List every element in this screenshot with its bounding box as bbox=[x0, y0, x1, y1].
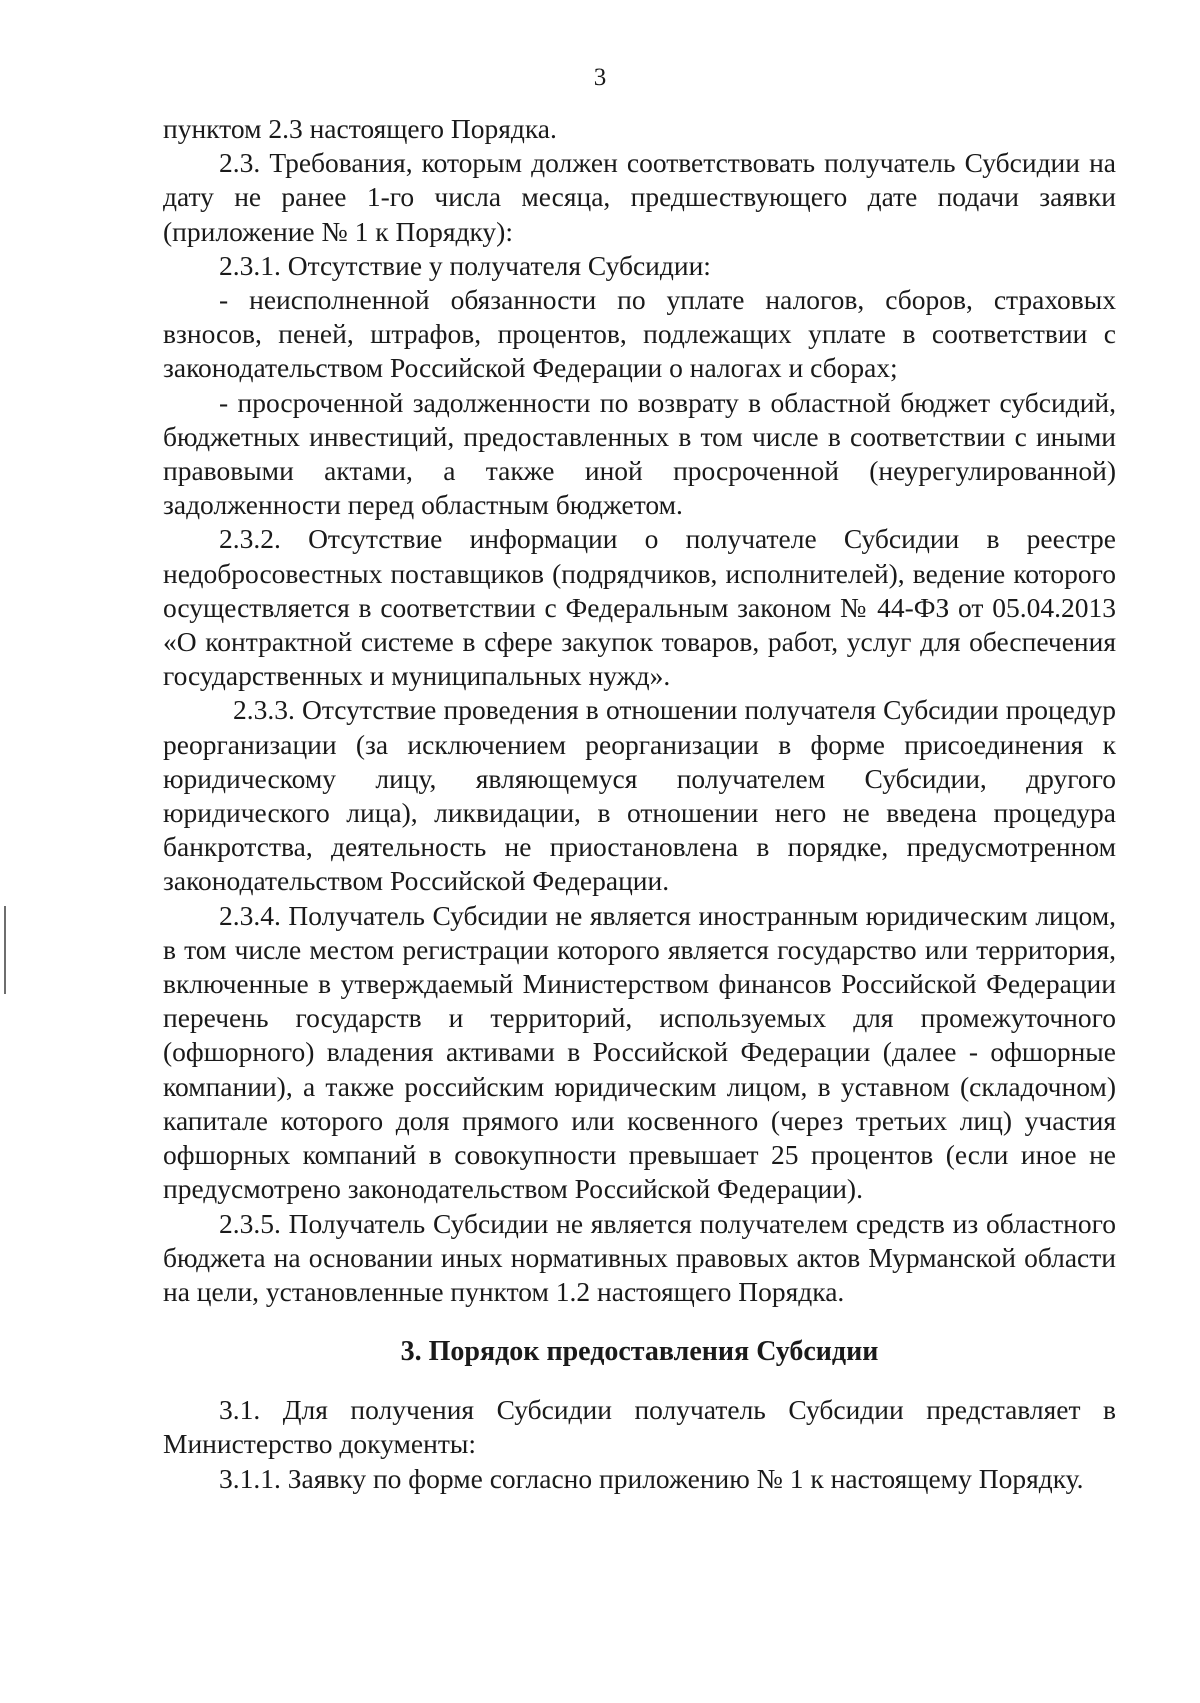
paragraph-3-1: 3.1. Для получения Субсидии получатель Субсидии представляет в Министерство документы: bbox=[163, 1394, 1116, 1460]
document-body bbox=[163, 112, 1116, 1496]
paragraph-continuation: пунктом 2.3 настоящего Порядка. bbox=[163, 113, 557, 144]
scan-edge-mark bbox=[4, 906, 6, 994]
paragraph-2-3-1-item-debt: - просроченной задолженности по возврату в областной бюджет субсидий, бюджетных инвестиций, предоставленных в том числе в соответствии с иными правовыми актами, а также иной просроченной (неурегулированной) задолженности перед областным бюджетом. bbox=[163, 386, 1116, 521]
paragraph-2-3-1-item-taxes: - неисполненной обязанности по уплате налогов, сборов, страховых взносов, пеней, штрафов, процентов, подлежащих уплате в соответствии с законодательством Российской Федерации о налогах и сборах; bbox=[163, 284, 1116, 384]
paragraph-2-3: 2.3. Требования, которым должен соответствовать получатель Субсидии на дату не ранее 1-го числа месяца, предшествующего дате подачи заявки (приложение № 1 к Порядку): bbox=[163, 147, 1116, 247]
paragraph-2-3-3: 2.3.3. Отсутствие проведения в отношении получателя Субсидии процедур реорганизации (за исключением реорганизации в форме присоединения к юридическому лицу, являющемуся получателем Субсидии, другого юридического лица), ликвидации, в отношении него не введена процедура банкротства, деятельность не приостановлена в порядке, предусмотренном законодательством Российской Федерации. bbox=[163, 694, 1116, 897]
paragraph-2-3-2: 2.3.2. Отсутствие информации о получателе Субсидии в реестре недобросовестных поставщиков (подрядчиков, исполнителей), ведение которого осуществляется в соответствии с Федеральным законом № 44-ФЗ от 05.04.2013 «О контрактной системе в сфере закупок товаров, работ, услуг для обеспечения государственных и муниципальных нужд». bbox=[163, 523, 1116, 692]
paragraph-2-3-5: 2.3.5. Получатель Субсидии не является получателем средств из областного бюджета на основании иных нормативных правовых актов Мурманской области на цели, установленные пунктом 1.2 настоящего Порядка. bbox=[163, 1207, 1116, 1307]
paragraph-3-1-1: 3.1.1. Заявку по форме согласно приложению № 1 к настоящему Порядку. bbox=[219, 1462, 1084, 1494]
page-number: 3 bbox=[593, 64, 607, 91]
paragraph-2-3-4: 2.3.4. Получатель Субсидии не является иностранным юридическим лицом, в том числе местом регистрации которого является государство или территория, включенные в утверждаемый Министерством финансов Российской Федерации перечень государств и территорий, используемых для промежуточного (офшорного) владения активами в Российской Федерации (далее - офшорные компании), а также российским юридическим лицом, в уставном (складочном) капитале которого доля прямого или косвенного (через третьих лиц) участия офшорных компаний в совокупности превышает 25 процентов (если иное не предусмотрено законодательством Российской Федерации). bbox=[163, 899, 1116, 1205]
paragraph-2-3-1: 2.3.1. Отсутствие у получателя Субсидии: bbox=[219, 249, 711, 281]
section-heading: 3. Порядок предоставления Субсидии bbox=[400, 1336, 879, 1368]
